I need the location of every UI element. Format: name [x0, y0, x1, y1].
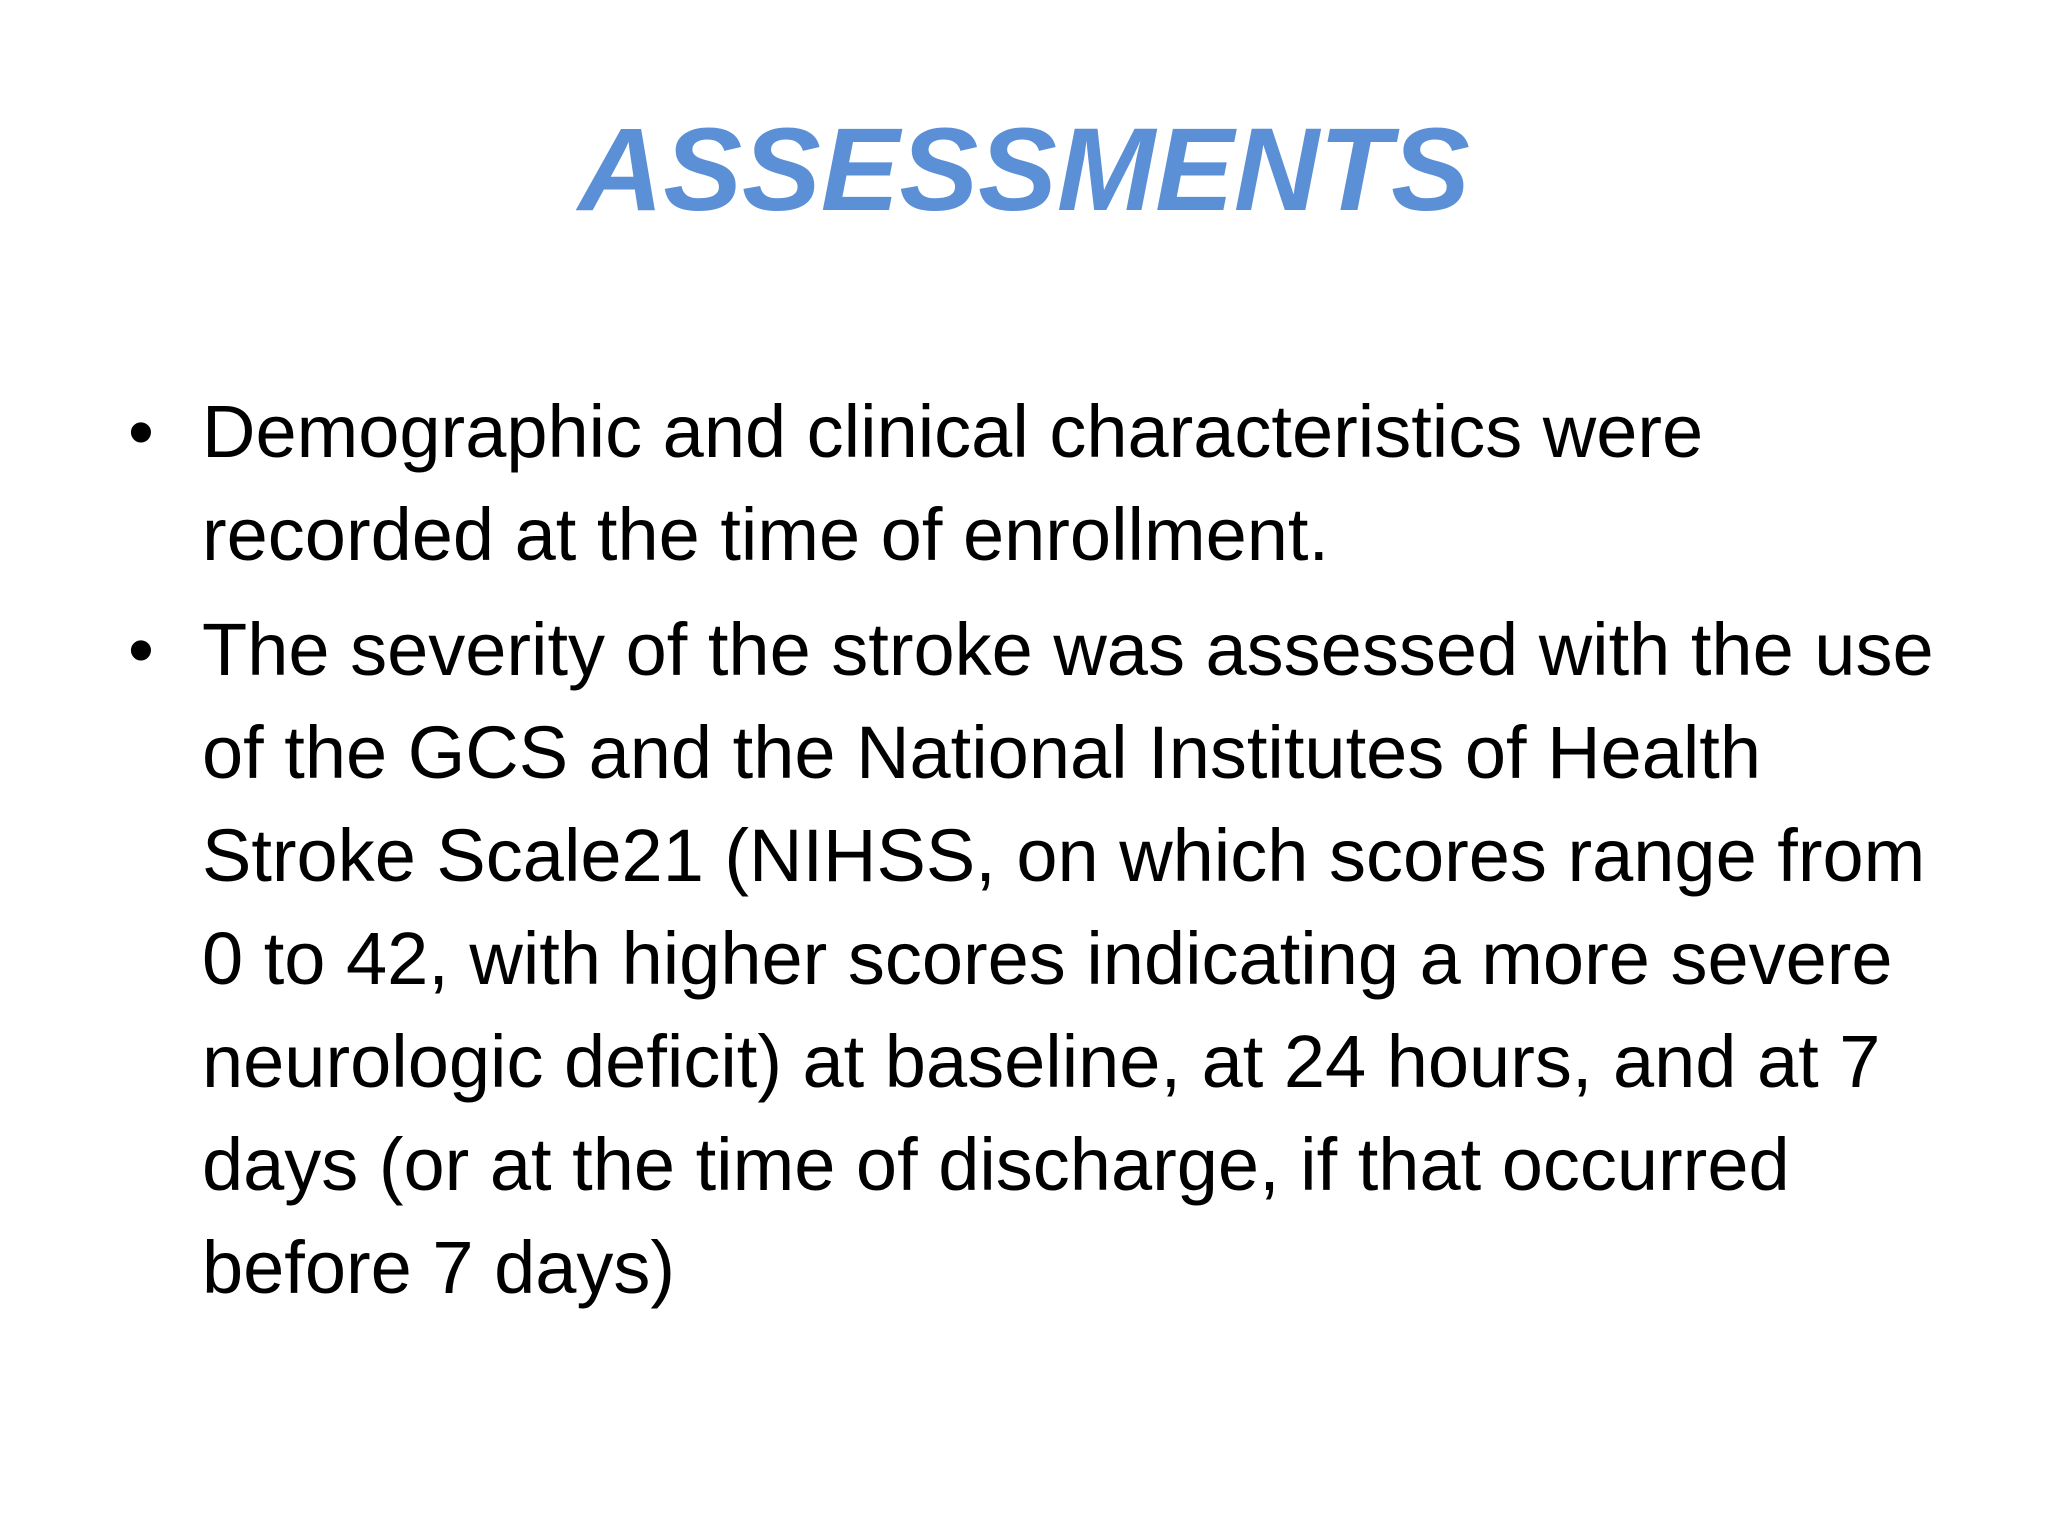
bullet-dot-icon: • [128, 390, 154, 473]
bullet-item [120, 598, 1960, 1319]
slide-title: ASSESSMENTS [578, 104, 1470, 236]
bullet-text: The severity of the stroke was assessed with the use of the GCS and the National Institutes of Health Stroke Scale21 (NIHSS, on which scores range from 0 to 42, with higher scores indicating a more severe neurologic deficit) at baseline, at 24 hours, and at 7 days (or at the time of discharge, if that occurred before 7 days) [202, 608, 1934, 1309]
bullet-text: Demographic and clinical characteristics were recorded at the time of enrollment. [202, 390, 1704, 576]
bullet-list [120, 380, 1960, 1331]
bullet-dot-icon: • [128, 608, 154, 691]
bullet-item [120, 380, 1960, 586]
